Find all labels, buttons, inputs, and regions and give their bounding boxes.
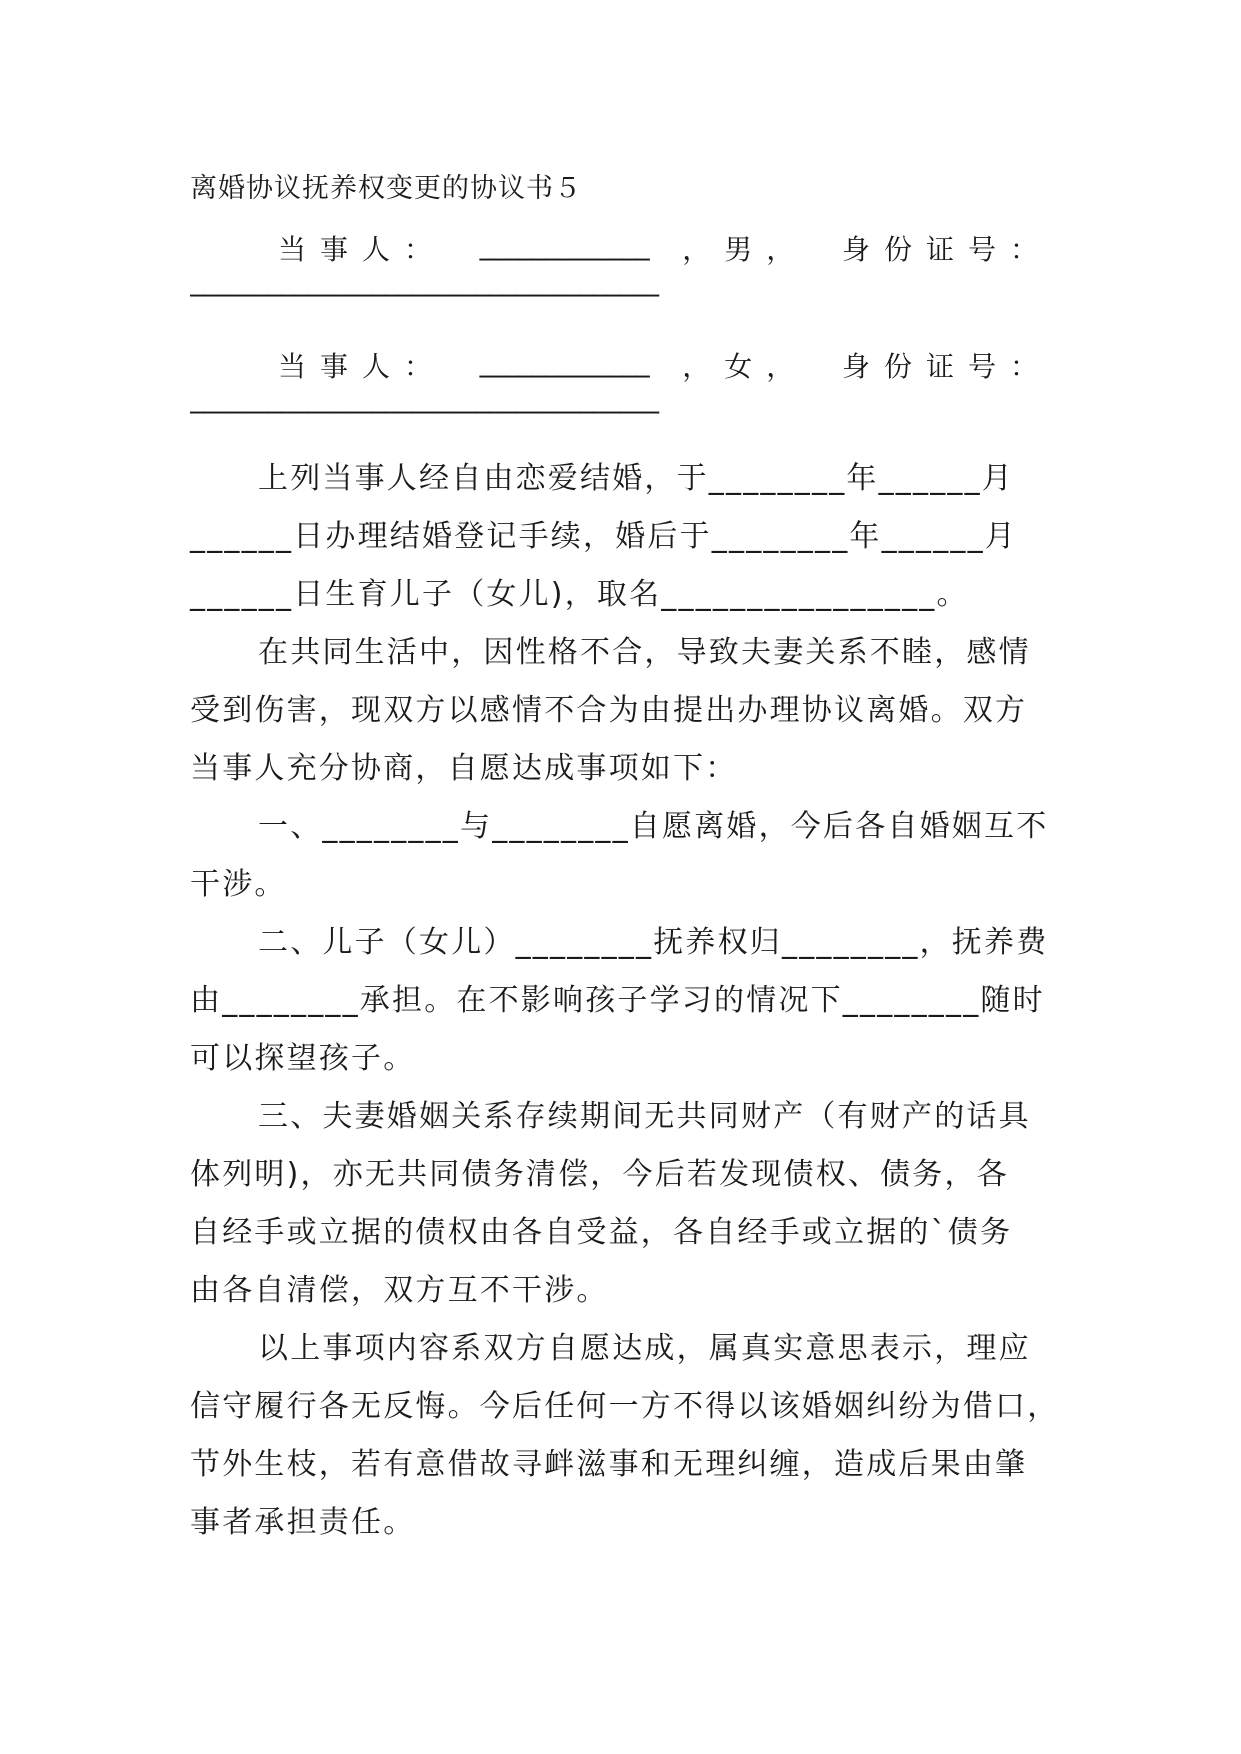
paragraph-line: ______日生育儿子（女儿)，取名________________。 bbox=[190, 577, 969, 612]
party2-name-blank: _____________ bbox=[479, 345, 649, 378]
paragraph-line: 干涉。 bbox=[190, 867, 287, 902]
paragraph-line: 一、________与________自愿离婚，今后各自婚姻互不 bbox=[258, 809, 1049, 844]
party2-label: 当事人： bbox=[278, 350, 447, 383]
document-title: 离婚协议抚养权变更的协议书５ bbox=[190, 173, 582, 204]
party1-label: 当事人： bbox=[278, 233, 447, 266]
paragraph-line: 可以探望孩子。 bbox=[190, 1041, 416, 1076]
clause-two bbox=[190, 914, 1052, 1088]
paragraph-marriage-info bbox=[190, 450, 1052, 624]
paragraph-line: ______日办理结婚登记手续，婚后于________年______月 bbox=[190, 519, 1017, 554]
paragraph-line: 由________承担。在不影响孩子学习的情况下________随时 bbox=[190, 983, 1045, 1018]
paragraph-line: 当事人充分协商，自愿达成事项如下： bbox=[190, 751, 738, 786]
paragraph-line: 信守履行各无反悔。今后任何一方不得以该婚姻纠纷为借口， bbox=[190, 1389, 1060, 1424]
paragraph-line: 受到伤害，现双方以感情不合为由提出办理协议离婚。双方 bbox=[190, 693, 1028, 728]
paragraph-line: 二、儿子（女儿）________抚养权归________，抚养费 bbox=[258, 925, 1049, 960]
party2-id-label: 身份证号： bbox=[841, 350, 1052, 383]
paragraph-line: 三、夫妻婚姻关系存续期间无共同财产（有财产的话具 bbox=[258, 1099, 1031, 1134]
party2-line bbox=[190, 345, 1052, 385]
party1-name-blank: _____________ bbox=[479, 228, 649, 261]
party1-id-blank: ____________________________________ bbox=[190, 264, 658, 297]
party2-id-blank: ____________________________________ bbox=[190, 381, 658, 414]
party1-gender: ，男， bbox=[682, 233, 809, 266]
paragraph-line: 由各自清偿，双方互不干涉。 bbox=[190, 1273, 609, 1308]
paragraph-line: 在共同生活中，因性格不合，导致夫妻关系不睦，感情 bbox=[258, 635, 1031, 670]
clause-one bbox=[190, 798, 1052, 914]
party2-gender: ，女， bbox=[682, 350, 809, 383]
paragraph-line: 事者承担责任。 bbox=[190, 1505, 416, 1540]
paragraph-line: 以上事项内容系双方自愿达成，属真实意思表示，理应 bbox=[258, 1331, 1031, 1366]
paragraph-line: 上列当事人经自由恋爱结婚，于________年______月 bbox=[258, 461, 1014, 496]
paragraph-line: 节外生枝，若有意借故寻衅滋事和无理纠缠，造成后果由肇 bbox=[190, 1447, 1028, 1482]
paragraph-line: 体列明)，亦无共同债务清偿，今后若发现债权、债务，各 bbox=[190, 1157, 1009, 1192]
party1-line bbox=[190, 228, 1052, 268]
party1-id-label: 身份证号： bbox=[841, 233, 1052, 266]
paragraph-reason bbox=[190, 624, 1052, 798]
paragraph-closing bbox=[190, 1320, 1060, 1552]
paragraph-line: 自经手或立据的债权由各自受益，各自经手或立据的`债务 bbox=[190, 1215, 1013, 1250]
clause-three bbox=[190, 1088, 1052, 1320]
